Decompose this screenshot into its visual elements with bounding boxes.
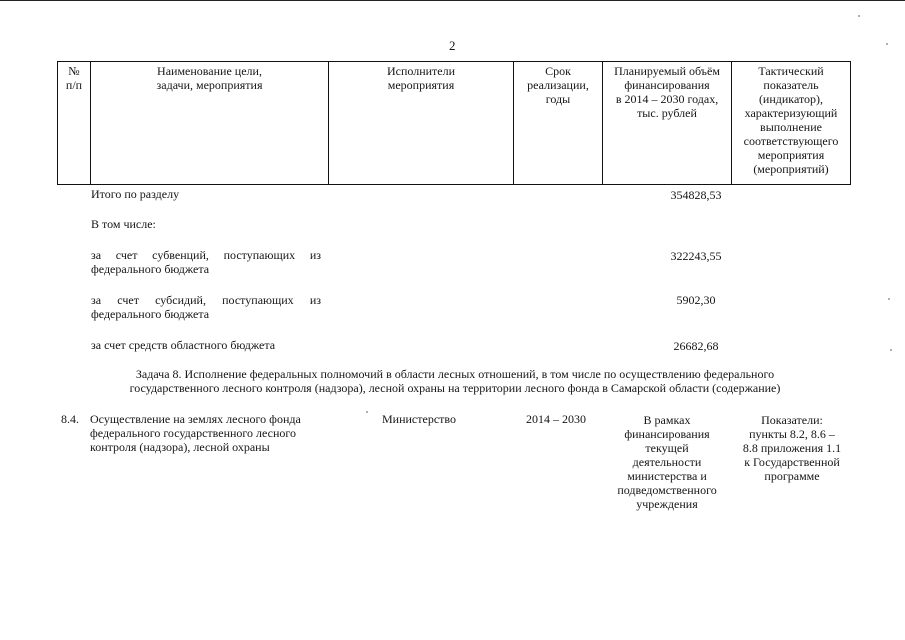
- header-col-financing: [603, 64, 731, 120]
- scan-speck: [890, 349, 892, 351]
- header-text: тыс. рублей: [637, 106, 697, 120]
- header-text: характеризующий: [744, 106, 838, 120]
- row-name-text: контроля (надзора), лесной охраны: [90, 440, 270, 454]
- row-indicator: [731, 413, 853, 483]
- header-col-number: [58, 64, 90, 92]
- scan-speck: [858, 15, 860, 17]
- row-financing: [603, 413, 731, 511]
- header-text: в 2014 – 2030 годах,: [615, 92, 719, 106]
- section-total-label: Итого по разделу: [91, 187, 180, 201]
- header-text: выполнение: [760, 120, 822, 134]
- header-text: №: [68, 64, 80, 78]
- row-financing-text: деятельности: [632, 455, 702, 469]
- row-name-text: Осуществление на землях лесного фонда: [90, 412, 301, 426]
- header-text: Исполнители: [386, 64, 456, 78]
- header-text: соответствующего: [743, 134, 839, 148]
- row-executor: Министерство: [382, 412, 456, 426]
- regional-budget-value: 26682,68: [673, 339, 719, 353]
- header-col-executors: [329, 64, 513, 92]
- header-text: Срок: [545, 64, 571, 78]
- row-financing-text: В рамках: [643, 413, 691, 427]
- scan-speck: [888, 298, 890, 300]
- row-indicator-text: программе: [764, 469, 820, 483]
- header-text: Тактический: [758, 64, 824, 78]
- subventions-line1: за счет субвенций, поступающих из: [91, 248, 321, 262]
- row-indicator-text: Показатели:: [761, 413, 823, 427]
- header-text: задачи, мероприятия: [156, 78, 263, 92]
- top-border-line: [0, 0, 905, 1]
- regional-budget-label: за счет средств областного бюджета: [91, 338, 276, 352]
- header-text: годы: [545, 92, 571, 106]
- subsidies-line1: за счет субсидий, поступающих из: [91, 293, 321, 307]
- section-total-value: 354828,53: [670, 188, 722, 202]
- subventions-line2: федерального бюджета: [91, 262, 210, 276]
- header-col-indicator: [732, 64, 850, 176]
- header-text: п/п: [65, 78, 83, 92]
- row-period: 2014 – 2030: [526, 412, 586, 426]
- header-col-period: [514, 64, 602, 106]
- row-financing-text: текущей: [645, 441, 689, 455]
- row-number: 8.4.: [61, 412, 79, 426]
- subsidies-value: 5902,30: [676, 293, 716, 307]
- header-text: (индикатор),: [758, 92, 824, 106]
- header-text: (мероприятий): [753, 162, 829, 176]
- row-financing-text: учреждения: [636, 497, 698, 511]
- row-indicator-text: пункты 8.2, 8.6 –: [749, 427, 835, 441]
- subsidies-line2: федерального бюджета: [91, 307, 210, 321]
- header-text: показатель: [763, 78, 819, 92]
- header-col-name: [91, 64, 328, 92]
- task-heading-line1: Задача 8. Исполнение федеральных полномочий в области лесных отношений, в том числе по осуществлению федерального: [135, 367, 775, 381]
- task-heading-line2: государственного лесного контроля (надзора), лесной охраны на территории лесного фонда в Самарской области (содержание): [129, 381, 781, 395]
- row-financing-text: финансирования: [624, 427, 710, 441]
- header-text: реализации,: [527, 78, 589, 92]
- header-text: мероприятия: [757, 148, 825, 162]
- row-indicator-text: к Государственной: [744, 455, 840, 469]
- header-text: финансирования: [624, 78, 710, 92]
- row-name-text: федерального государственного лесного: [90, 426, 297, 440]
- subventions-value: 322243,55: [670, 249, 722, 263]
- row-indicator-text: 8.8 приложения 1.1: [742, 441, 842, 455]
- row-financing-text: министерства и: [627, 469, 707, 483]
- header-text: мероприятия: [387, 78, 455, 92]
- row-name: [90, 412, 330, 454]
- including-label: В том числе:: [91, 217, 156, 231]
- scan-speck: [366, 411, 368, 413]
- page-number: 2: [449, 38, 456, 53]
- row-financing-text: подведомственного: [617, 483, 717, 497]
- header-text: Наименование цели,: [157, 64, 262, 78]
- scan-speck: [886, 43, 888, 45]
- header-text: Планируемый объём: [614, 64, 720, 78]
